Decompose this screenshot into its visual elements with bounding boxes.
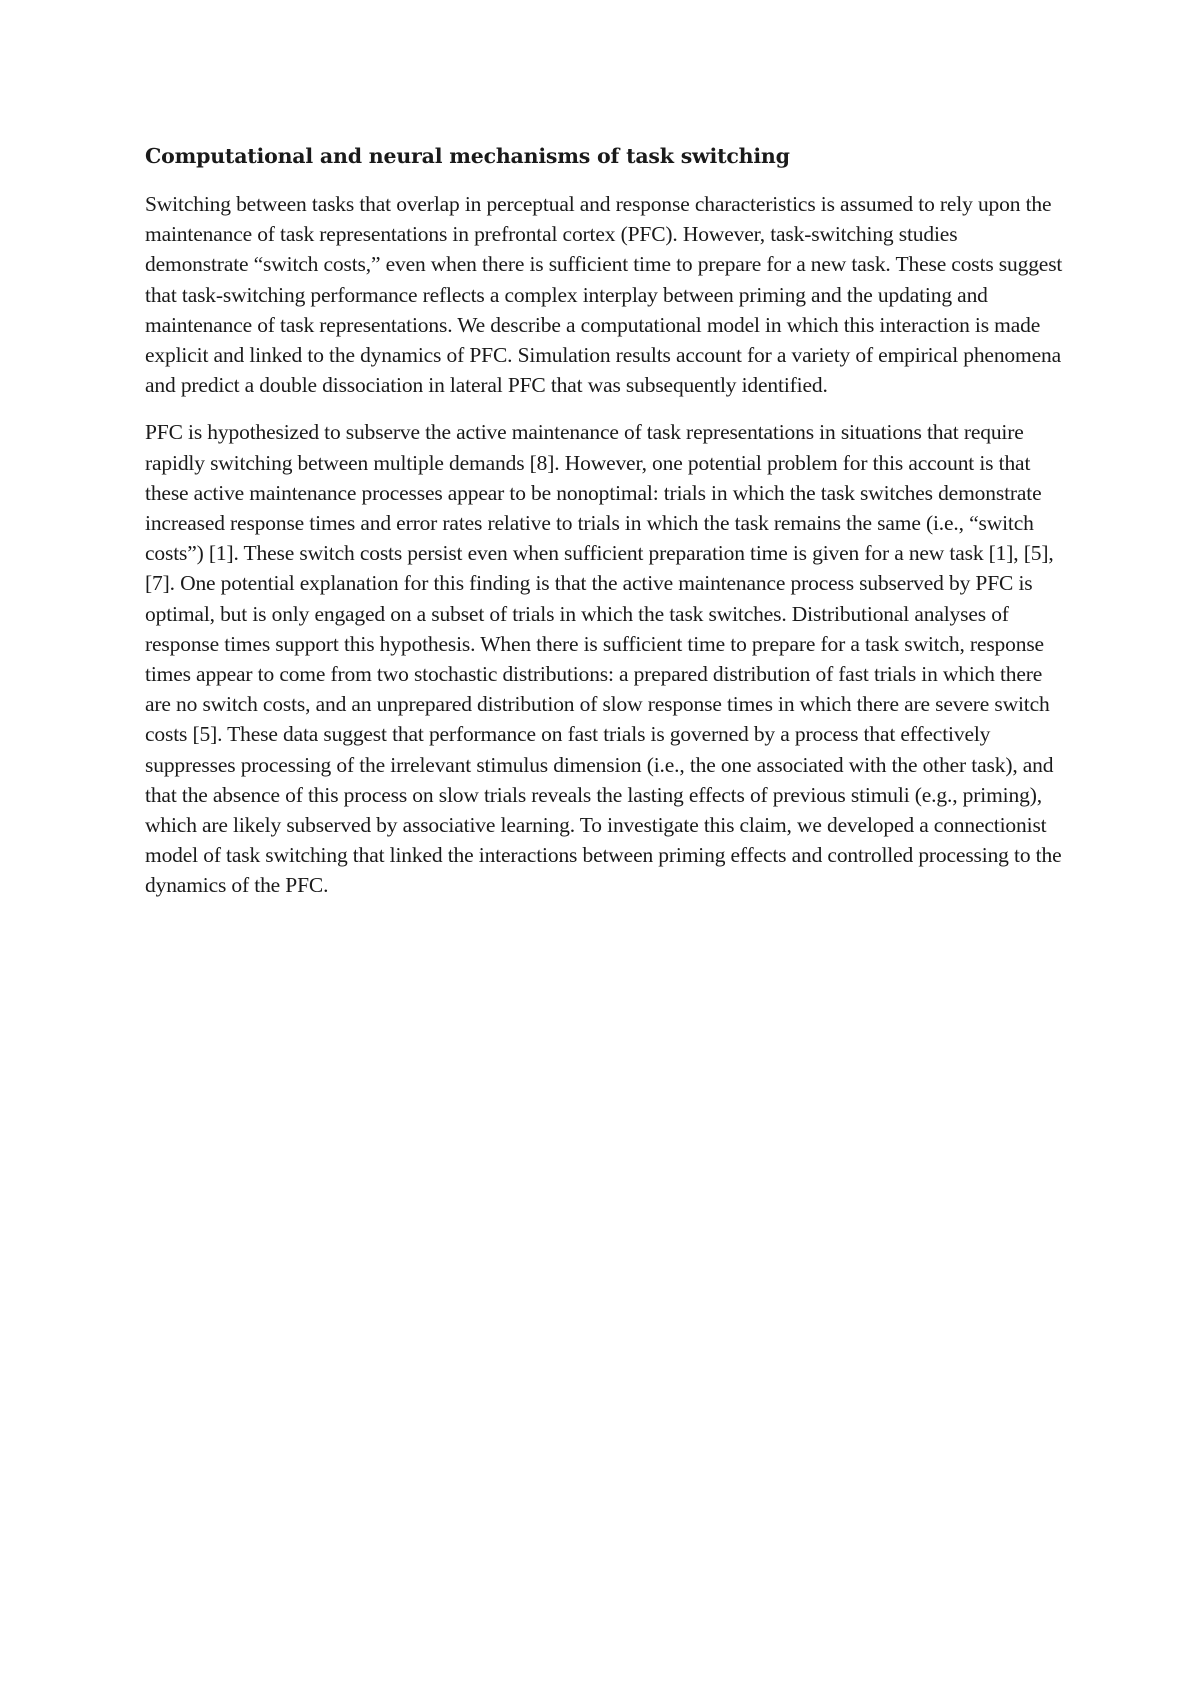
body-paragraph: PFC is hypothesized to subserve the active maintenance of task representations in situations that require rapidly switching between multiple demands [8]. However, one potential problem for this account is that these active maintenance processes appear to be nonoptimal: trials in which the task switches demonstrate increased response times and error rates relative to trials in which the task remains the same (i.e., “switch costs”) [1]. These switch costs persist even when sufficient preparation time is given for a new task [1], [5], [7]. One potential explanation for this finding is that the active maintenance process subserved by PFC is optimal, but is only engaged on a subset of trials in which the task switches. Distributional analyses of response times support this hypothesis. When there is sufficient time to prepare for a task switch, response times appear to come from two stochastic distributions: a prepared distribution of fast trials in which there are no switch costs, and an unprepared distribution of slow response times in which there are severe switch costs [5]. These data suggest that performance on fast trials is governed by a process that effectively suppresses processing of the irrelevant stimulus dimension (i.e., the one associated with the other task), and that the absence of this process on slow trials reveals the lasting effects of previous stimuli (e.g., priming), which are likely subserved by associative learning. To investigate this claim, we developed a connectionist model of task switching that linked the interactions between priming effects and controlled processing to the dynamics of the PFC. — [145, 420, 1062, 898]
document-title: Computational and neural mechanisms of task switching — [145, 144, 790, 168]
document-body — [145, 141, 1065, 918]
abstract-paragraph: Switching between tasks that overlap in perceptual and response characteristics is assumed to rely upon the maintenance of task representations in prefrontal cortex (PFC). However, task-switching studies demonstrate “switch costs,” even when there is sufficient time to prepare for a new task. These costs suggest that task-switching performance reflects a complex interplay between priming and the updating and maintenance of task representations. We describe a computational model in which this interaction is made explicit and linked to the dynamics of PFC. Simulation results account for a variety of empirical phenomena and predict a double dissociation in lateral PFC that was subsequently identified. — [145, 192, 1063, 398]
